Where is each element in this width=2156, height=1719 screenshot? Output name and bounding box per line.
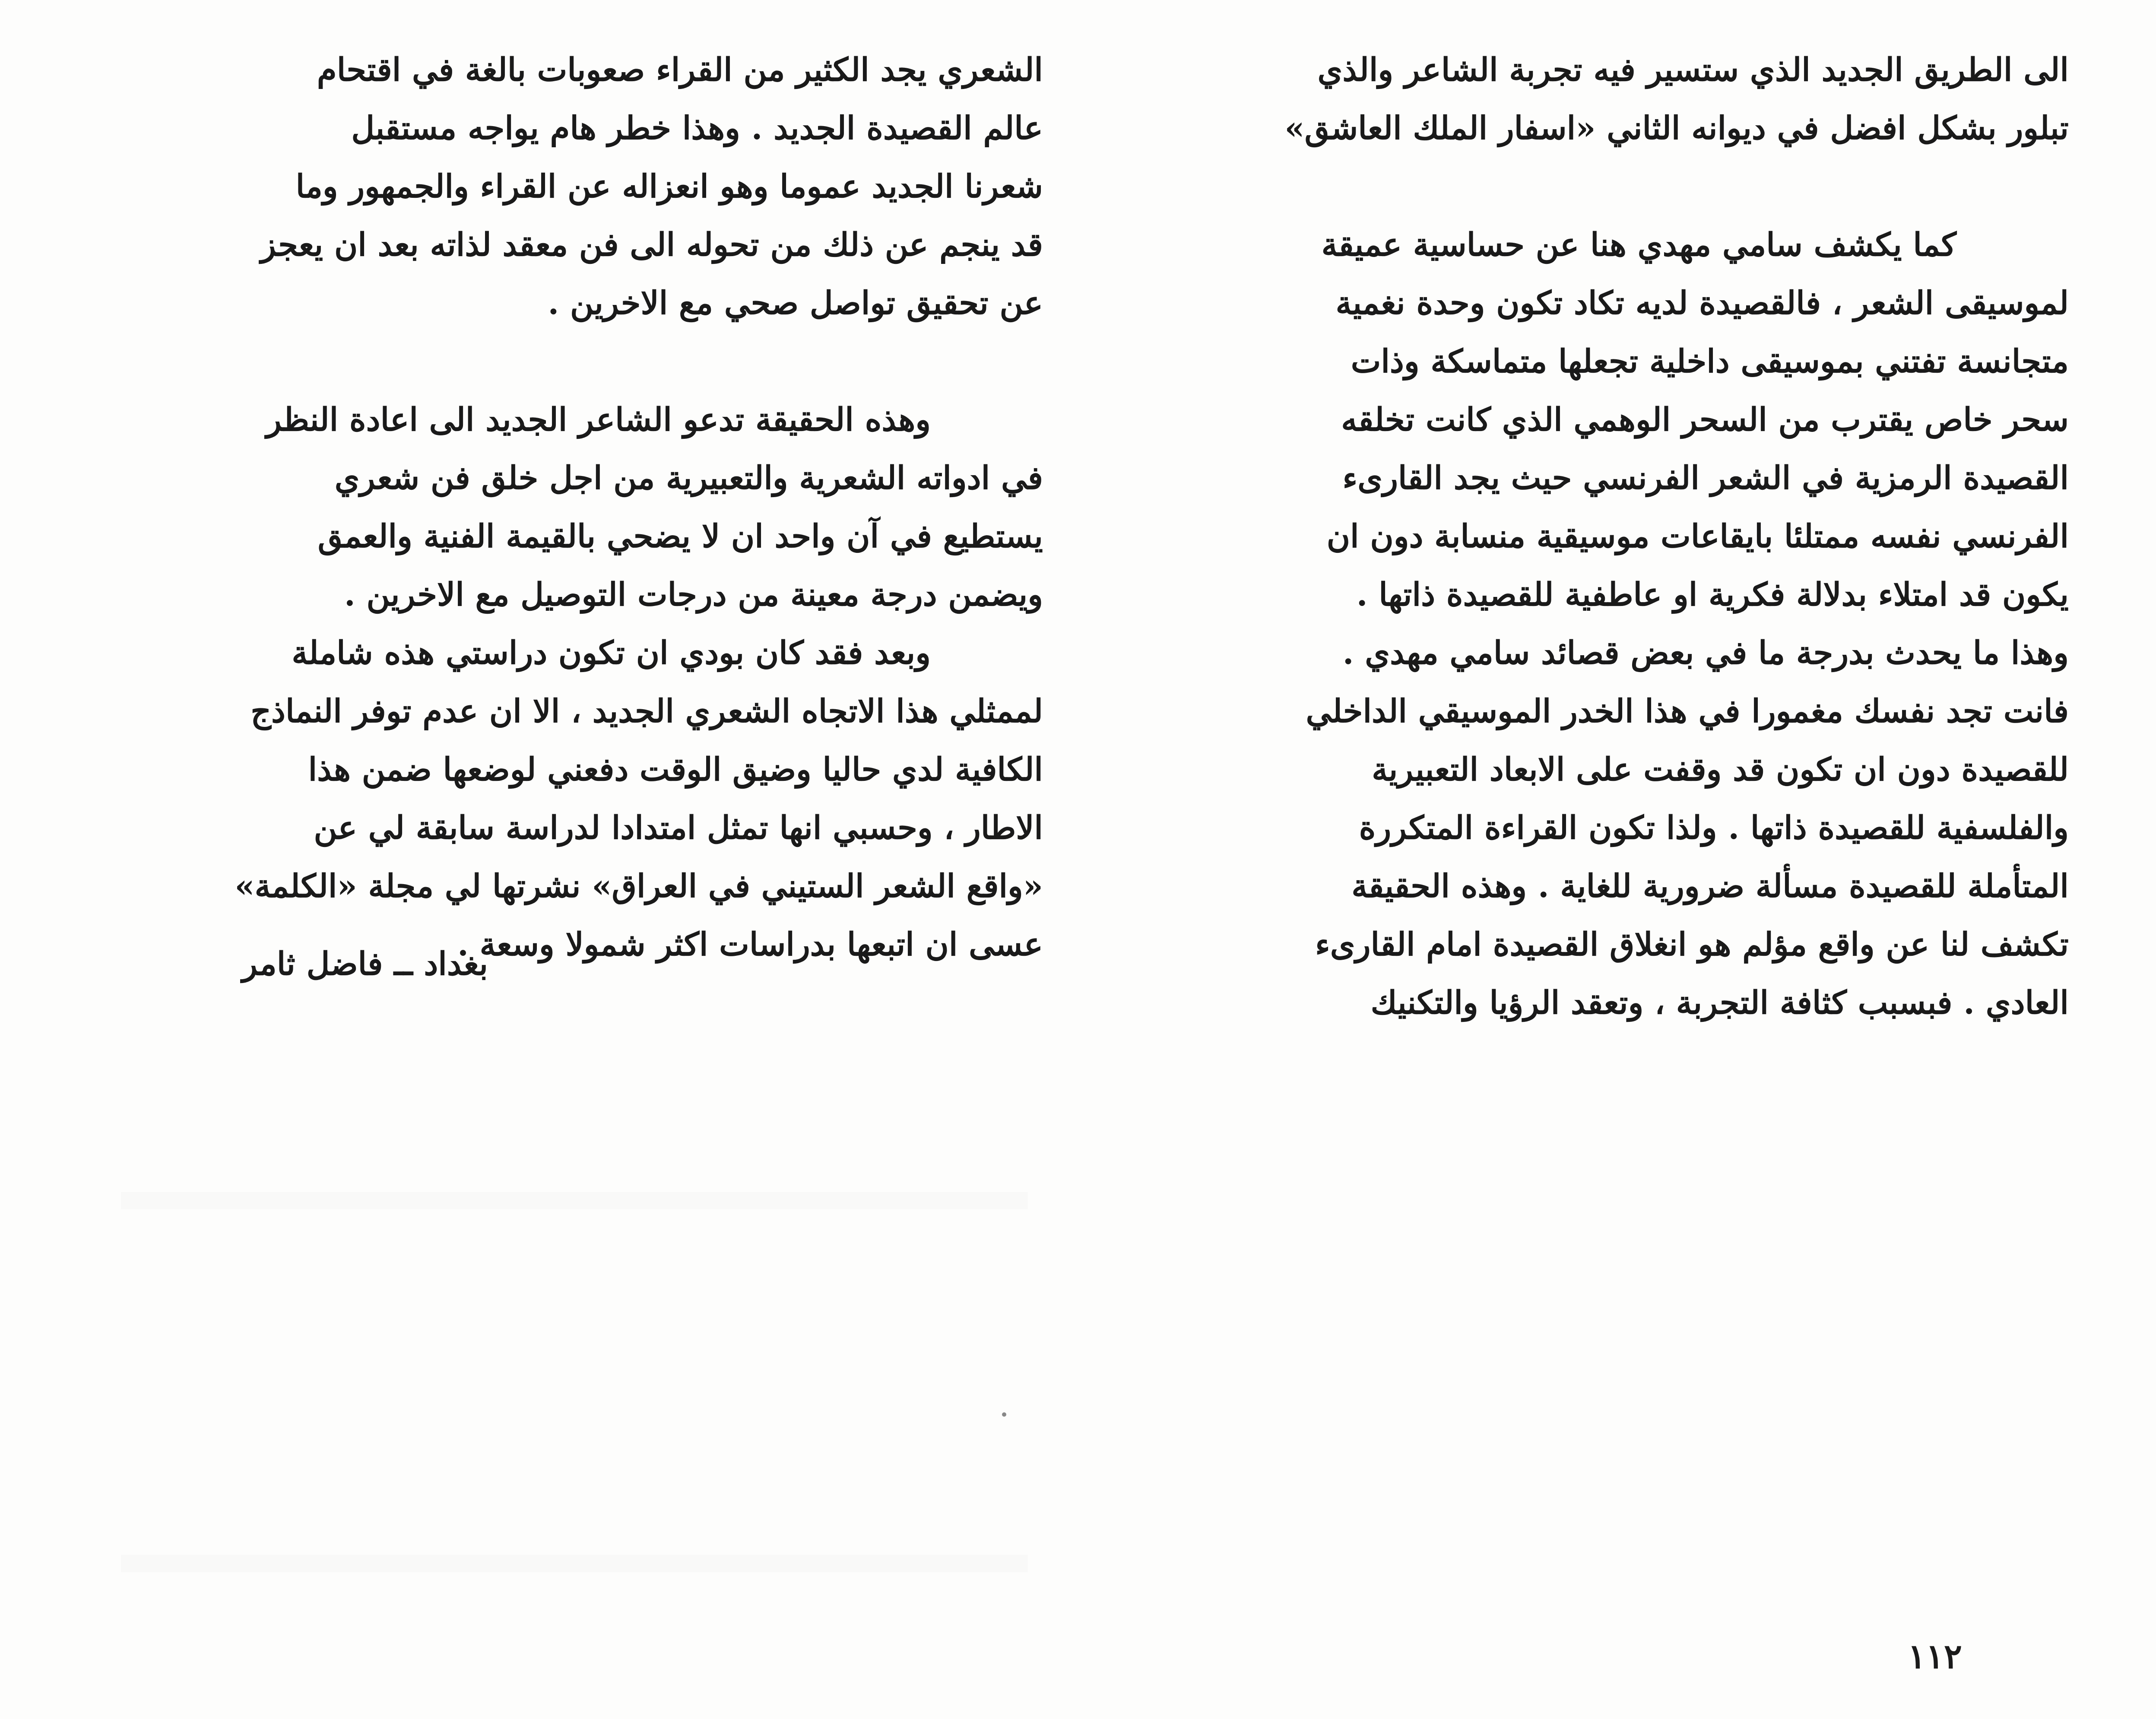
- text-line: لممثلي هذا الاتجاه الشعري الجديد ، الا ان عدم توفر النماذج: [250, 693, 1043, 730]
- text-line: العادي . فبسبب كثافة التجربة ، وتعقد الرؤيا والتكنيك: [1370, 984, 2069, 1021]
- text-line: الى الطريق الجديد الذي ستسير فيه تجربة الشاعر والذي: [1317, 51, 2069, 89]
- author-signature: بغداد ــ فاضل ثامر: [242, 945, 488, 983]
- text-line: الفرنسي نفسه ممتلئا بايقاعات موسيقية منسابة دون ان: [1326, 518, 2069, 555]
- text-line: قد ينجم عن ذلك من تحوله الى فن معقد لذاته بعد ان يعجز: [260, 226, 1043, 263]
- text-line: فانت تجد نفسك مغمورا في هذا الخدر الموسيقي الداخلي: [1306, 693, 2069, 730]
- scan-shadow: [121, 1555, 1028, 1572]
- paragraph-gap: [101, 333, 1043, 391]
- text-line: يستطيع في آن واحد ان لا يضحي بالقيمة الفنية والعمق: [317, 518, 1043, 555]
- text-line: كما يكشف سامي مهدي هنا عن حساسية عميقة: [1321, 226, 1956, 263]
- left-text-column: [101, 41, 1043, 974]
- text-line: القصيدة الرمزية في الشعر الفرنسي حيث يجد القارىء: [1342, 460, 2069, 497]
- text-line: في ادواته الشعرية والتعبيرية من اجل خلق فن شعري: [334, 460, 1043, 497]
- text-line: لموسيقى الشعر ، فالقصيدة لديه تكاد تكون وحدة نغمية: [1335, 285, 2069, 322]
- paragraph-gap: [1127, 158, 2069, 216]
- text-line: الاطار ، وحسبي انها تمثل امتدادا لدراسة سابقة لي عن: [314, 809, 1043, 847]
- scan-shadow: [121, 1192, 1028, 1209]
- text-line: وبعد فقد كان بودي ان تكون دراستي هذه شاملة: [292, 634, 931, 672]
- text-line: متجانسة تفتني بموسيقى داخلية تجعلها متماسكة وذات: [1351, 343, 2069, 380]
- text-line: عسى ان اتبعها بدراسات اكثر شمولا وسعة .: [457, 926, 1043, 963]
- text-line: شعرنا الجديد عموما وهو انعزاله عن القراء والجمهور وما: [295, 168, 1043, 205]
- text-line: يكون قد امتلاء بدلالة فكرية او عاطفية للقصيدة ذاتها .: [1356, 576, 2069, 613]
- text-line: «واقع الشعر الستيني في العراق» نشرتها لي مجلة «الكلمة»: [235, 868, 1043, 905]
- text-line: تكشف لنا عن واقع مؤلم هو انغلاق القصيدة امام القارىء: [1315, 926, 2069, 963]
- text-line: عالم القصيدة الجديد . وهذا خطر هام يواجه مستقبل: [351, 110, 1043, 147]
- text-line: عن تحقيق تواصل صحي مع الاخرين .: [548, 285, 1043, 322]
- text-line: الشعري يجد الكثير من القراء صعوبات بالغة في اقتحام: [317, 51, 1043, 89]
- text-line: وهذه الحقيقة تدعو الشاعر الجديد الى اعادة النظر: [266, 401, 931, 438]
- text-line: للقصيدة دون ان تكون قد وقفت على الابعاد التعبيرية: [1372, 751, 2069, 788]
- text-line: تبلور بشكل افضل في ديوانه الثاني «اسفار الملك العاشق»: [1284, 110, 2069, 147]
- scan-speck: [1002, 1412, 1006, 1417]
- page-number: ١١٢: [1908, 1637, 1962, 1676]
- text-line: الكافية لدي حاليا وضيق الوقت دفعني لوضعها ضمن هذا: [308, 751, 1043, 788]
- text-line: سحر خاص يقترب من السحر الوهمي الذي كانت تخلقه: [1341, 401, 2069, 438]
- text-line: المتأملة للقصيدة مسألة ضرورية للغاية . وهذه الحقيقة: [1351, 868, 2069, 905]
- text-line: ويضمن درجة معينة من درجات التوصيل مع الاخرين .: [344, 576, 1043, 613]
- text-line: وهذا ما يحدث بدرجة ما في بعض قصائد سامي مهدي .: [1342, 634, 2069, 672]
- text-line: والفلسفية للقصيدة ذاتها . ولذا تكون القراءة المتكررة: [1359, 809, 2069, 847]
- right-text-column: [1127, 41, 2069, 1032]
